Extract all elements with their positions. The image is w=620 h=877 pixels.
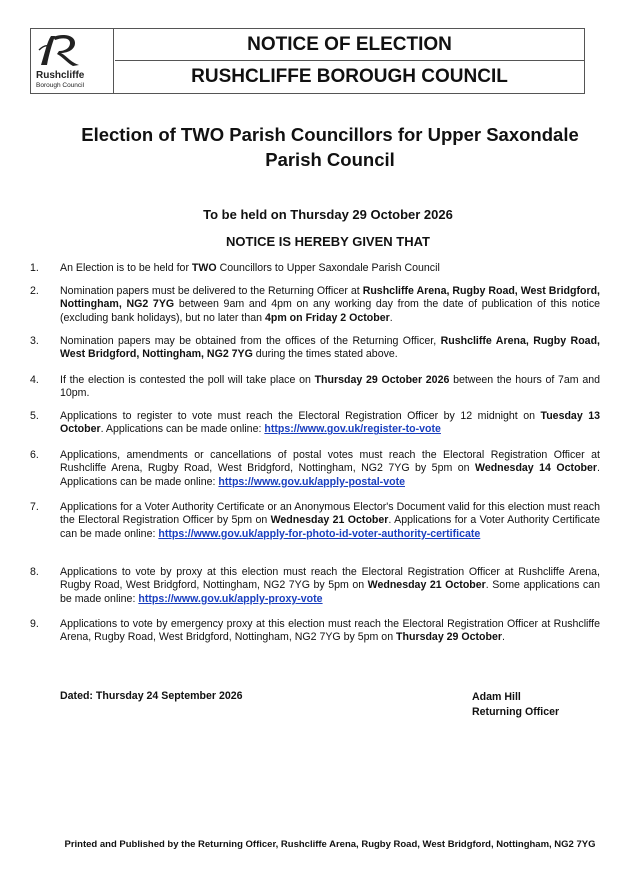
text-run: Applications, amendments or cancellations of postal votes must reach the Electoral Registration Officer at Rushcliffe Arena, Rugby Road, West Bridgford, Nottingham, NG2 7YG by 5pm on (60, 449, 600, 475)
bold-text: Wednesday 21 October (367, 579, 486, 592)
officer-role: Returning Officer (472, 706, 560, 718)
notice-given: NOTICE IS HEREBY GIVEN THAT (226, 234, 430, 249)
held-date: To be held on Thursday 29 October 2026 (203, 207, 453, 222)
text-run: . Some applications can be made online: (60, 579, 600, 605)
item-text (60, 410, 600, 437)
header-box (30, 28, 585, 94)
item-text (60, 501, 600, 541)
bold-text: Wednesday 14 October (475, 462, 598, 475)
council-logo (31, 29, 114, 93)
text-run: Applications to register to vote must reach the Electoral Registration Officer by 12 midnight on (60, 410, 541, 422)
council-heading: RUSHCLIFFE BOROUGH COUNCIL (191, 66, 508, 87)
notice-heading: NOTICE OF ELECTION (115, 29, 584, 61)
item-number: 6. (30, 449, 39, 461)
item-number: 3. (30, 335, 39, 347)
bold-text: Thursday 29 October (396, 631, 502, 644)
bold-text: TWO (191, 262, 217, 274)
bold-text: Tuesday 13 October (60, 410, 601, 436)
item-text (60, 449, 600, 489)
item-number: 7. (30, 501, 39, 513)
rushcliffe-logo-icon (37, 32, 97, 68)
dated-line: Dated: Thursday 24 September 2026 (60, 690, 243, 702)
item-number: 8. (30, 566, 39, 578)
bold-text: 4pm on Friday 2 October (264, 311, 390, 324)
footer-imprint: Printed and Published by the Returning Officer, Rushcliffe Arena, Rugby Road, West Bridgford, Nottingham, NG2 7YG (64, 839, 596, 850)
text-run: . Applications can be made online: (60, 462, 600, 488)
text-run: . Applications for a Voter Authority Certificate can be made online: (60, 514, 600, 540)
officer-name: Adam Hill (472, 691, 521, 703)
text-run: . (389, 311, 393, 324)
text-run: Nomination papers may be obtained from the offices of the Returning Officer, (60, 335, 441, 347)
returning-officer (472, 690, 559, 720)
bold-text: Rushcliffe Arena, Rugby Road, West Bridgford, Nottingham, NG2 7YG (60, 335, 600, 361)
item-text (60, 618, 600, 645)
bold-text: Rushcliffe Arena, Rugby Road, West Bridgford, Nottingham, NG2 7YG (60, 285, 600, 311)
text-run: Councillors to Upper Saxondale Parish Council (216, 262, 440, 274)
item-text (60, 335, 600, 362)
online-application-link[interactable]: https://www.gov.uk/apply-for-photo-id-voter-authority-certificate (158, 527, 481, 540)
item-text (60, 566, 600, 606)
bold-text: Wednesday 21 October (270, 514, 389, 527)
bold-text: Thursday 29 October 2026 (314, 374, 450, 386)
item-number: 2. (30, 285, 39, 297)
item-text (60, 262, 600, 275)
text-run: Nomination papers must be delivered to the Returning Officer at (60, 285, 363, 297)
item-text (60, 374, 600, 401)
item-number: 5. (30, 410, 39, 422)
item-number: 4. (30, 374, 39, 386)
text-run: . (502, 631, 505, 644)
online-application-link[interactable]: https://www.gov.uk/apply-proxy-vote (138, 592, 323, 605)
election-title: Election of TWO Parish Councillors for Upper Saxondale Parish Council (81, 124, 579, 170)
text-run: . Applications can be made online: (100, 423, 265, 436)
logo-subtitle: Borough Council (36, 82, 85, 89)
text-run: between the hours of 7am and 10pm. (60, 374, 601, 400)
text-run: Applications for a Voter Authority Certificate or an Anonymous Elector's Document valid for this election must reach the Electoral Registration Officer by 5pm on (60, 501, 600, 527)
item-number: 9. (30, 618, 39, 630)
text-run: Applications to vote by proxy at this election must reach the Electoral Registration Officer at Rushcliffe Arena, Rugby Road, West Bridgford, Nottingham, NG2 7YG by 5pm on (60, 566, 600, 592)
online-application-link[interactable]: https://www.gov.uk/apply-postal-vote (218, 475, 405, 488)
text-run: An Election is to be held for (60, 262, 192, 274)
item-text (60, 285, 600, 325)
text-run: If the election is contested the poll will take place on (60, 374, 315, 386)
item-number: 1. (30, 262, 39, 274)
text-run: Applications to vote by emergency proxy at this election must reach the Electoral Registration Officer at Rushcliffe Arena, Rugby Road, West Bridgford, Nottingham, NG2 7YG by 5pm on (60, 618, 600, 644)
text-run: between 9am and 4pm on any working day from the date of publication of this notice (excluding bank holidays), but no later than (60, 298, 601, 324)
online-application-link[interactable]: https://www.gov.uk/register-to-vote (264, 423, 441, 436)
logo-name: Rushcliffe (36, 70, 85, 81)
text-run: during the times stated above. (252, 348, 398, 361)
